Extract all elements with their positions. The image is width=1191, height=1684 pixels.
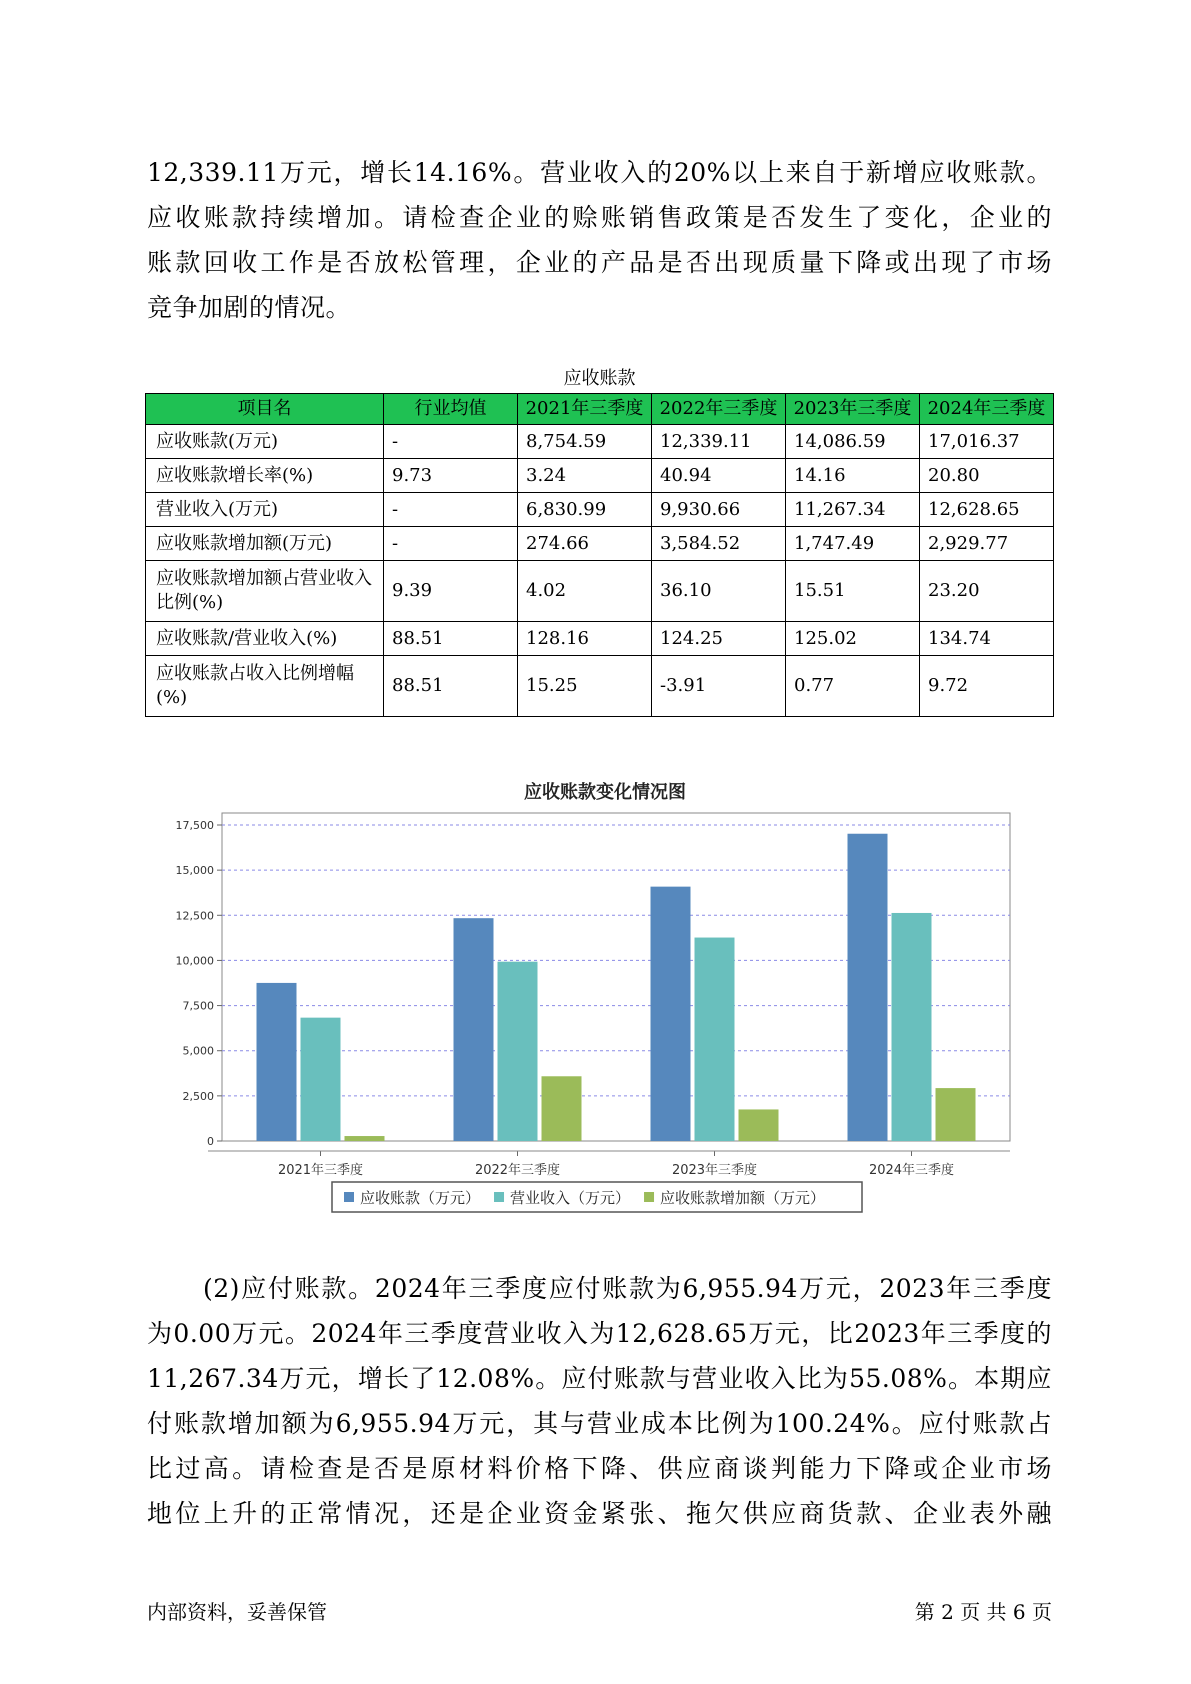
paragraph-line: 账款回收工作是否放松管理，企业的产品是否出现质量下降或出现了市场	[147, 248, 1052, 277]
legend-swatch	[494, 1192, 504, 1202]
table-cell: 23.20	[920, 561, 1054, 622]
table-header-cell: 2022年三季度	[652, 394, 786, 425]
table-cell: 134.74	[920, 622, 1054, 656]
table-row	[146, 493, 1054, 527]
bar	[301, 1018, 341, 1141]
table-cell: 128.16	[518, 622, 652, 656]
table-row-label: 应收账款增长率(%)	[146, 459, 384, 493]
table-cell: 40.94	[652, 459, 786, 493]
table-cell: -	[384, 527, 518, 561]
paragraph-receivables	[147, 150, 1052, 330]
table-cell: 14,086.59	[786, 425, 920, 459]
table-row-label: 应收账款/营业收入(%)	[146, 622, 384, 656]
table-cell: 274.66	[518, 527, 652, 561]
bar	[542, 1076, 582, 1141]
y-tick-label: 5,000	[182, 1044, 214, 1058]
x-tick-label: 2024年三季度	[868, 1163, 955, 1178]
table-header-cell: 行业均值	[384, 394, 518, 425]
table-cell: 14.16	[786, 459, 920, 493]
table-row-label: 营业收入(万元)	[146, 493, 384, 527]
paragraph-payables	[147, 1266, 1052, 1536]
bar	[454, 918, 494, 1141]
y-tick-label: 10,000	[175, 954, 214, 968]
legend-swatch	[644, 1192, 654, 1202]
table-header-cell: 2021年三季度	[518, 394, 652, 425]
table-caption: 应收账款	[563, 368, 636, 389]
y-tick-label: 7,500	[182, 999, 214, 1013]
paragraph-line: 竞争加剧的情况。	[147, 293, 352, 322]
table-cell: 9,930.66	[652, 493, 786, 527]
bar	[695, 938, 735, 1141]
chart-title: 应收账款变化情况图	[524, 782, 686, 803]
chart-canvas	[160, 778, 1050, 1223]
table-row-label: 应收账款增加额(万元)	[146, 527, 384, 561]
table-cell: 17,016.37	[920, 425, 1054, 459]
table-cell: 9.72	[920, 656, 1054, 717]
bar	[936, 1088, 976, 1141]
bar	[345, 1136, 385, 1141]
paragraph-line: 地位上升的正常情况，还是企业资金紧张、拖欠供应商货款、企业表外融	[147, 1499, 1052, 1528]
paragraph-line: 应收账款持续增加。请检查企业的赊账销售政策是否发生了变化，企业的	[147, 203, 1052, 232]
table-row	[146, 425, 1054, 459]
table-cell: 20.80	[920, 459, 1054, 493]
table-cell: 9.39	[384, 561, 518, 622]
table-row	[146, 656, 1054, 717]
table-cell: 3.24	[518, 459, 652, 493]
table-cell: 11,267.34	[786, 493, 920, 527]
table-cell: 125.02	[786, 622, 920, 656]
table-cell: 88.51	[384, 622, 518, 656]
table-cell: 9.73	[384, 459, 518, 493]
y-tick-label: 2,500	[182, 1089, 214, 1103]
paragraph-line: 12,339.11万元，增长14.16%。营业收入的20%以上来自于新增应收账款。	[147, 158, 1052, 187]
paragraph-line: 付账款增加额为6,955.94万元，其与营业成本比例为100.24%。应付账款占	[147, 1409, 1052, 1438]
table-header-cell: 项目名	[146, 394, 384, 425]
y-tick-label: 0	[207, 1135, 214, 1148]
table-row	[146, 561, 1054, 622]
table-cell: 0.77	[786, 656, 920, 717]
table-cell: -3.91	[652, 656, 786, 717]
table-cell: 12,339.11	[652, 425, 786, 459]
table-cell: 88.51	[384, 656, 518, 717]
bar	[651, 887, 691, 1141]
table-cell: 1,747.49	[786, 527, 920, 561]
x-tick-label: 2021年三季度	[277, 1163, 364, 1178]
table-row-label: 应收账款(万元)	[146, 425, 384, 459]
bar	[498, 962, 538, 1141]
table-row-label: 应收账款占收入比例增幅(%)	[146, 656, 384, 717]
paragraph-line: 11,267.34万元，增长了12.08%。应付账款与营业收入比为55.08%。本期应	[147, 1364, 1052, 1393]
table-cell: -	[384, 493, 518, 527]
table-cell: 6,830.99	[518, 493, 652, 527]
receivables-table	[145, 393, 1054, 717]
receivables-bar-chart	[160, 778, 1050, 1223]
table-header-cell: 2024年三季度	[920, 394, 1054, 425]
table-header-row	[146, 394, 1054, 425]
table-row	[146, 527, 1054, 561]
table-cell: 15.25	[518, 656, 652, 717]
table-row	[146, 622, 1054, 656]
y-tick-label: 12,500	[175, 909, 214, 923]
table-header-cell: 2023年三季度	[786, 394, 920, 425]
footer-confidential-note: 内部资料，妥善保管	[147, 1600, 327, 1624]
legend-label: 应收账款（万元）	[360, 1189, 481, 1207]
legend-label: 应收账款增加额（万元）	[660, 1189, 826, 1207]
bar	[739, 1109, 779, 1141]
bar	[848, 834, 888, 1141]
table-cell: 2,929.77	[920, 527, 1054, 561]
table-cell: -	[384, 425, 518, 459]
table-cell: 15.51	[786, 561, 920, 622]
legend-swatch	[344, 1192, 354, 1202]
footer-page-number: 第 2 页 共 6 页	[914, 1600, 1052, 1624]
table-row	[146, 459, 1054, 493]
paragraph-line: (2)应付账款。2024年三季度应付账款为6,955.94万元，2023年三季度	[203, 1274, 1052, 1303]
legend-label: 营业收入（万元）	[510, 1189, 631, 1207]
x-tick-label: 2022年三季度	[474, 1163, 561, 1178]
table-cell: 4.02	[518, 561, 652, 622]
y-tick-label: 17,500	[175, 819, 214, 832]
x-tick-label: 2023年三季度	[671, 1163, 758, 1178]
bar	[892, 913, 932, 1141]
table-cell: 124.25	[652, 622, 786, 656]
table-cell: 36.10	[652, 561, 786, 622]
table-row-label: 应收账款增加额占营业收入比例(%)	[146, 561, 384, 622]
y-tick-label: 15,000	[175, 864, 214, 878]
paragraph-line: 为0.00万元。2024年三季度营业收入为12,628.65万元，比2023年三季度的	[147, 1319, 1052, 1348]
bar	[257, 983, 297, 1141]
table-cell: 3,584.52	[652, 527, 786, 561]
table-cell: 8,754.59	[518, 425, 652, 459]
table-cell: 12,628.65	[920, 493, 1054, 527]
paragraph-line: 比过高。请检查是否是原材料价格下降、供应商谈判能力下降或企业市场	[147, 1454, 1052, 1483]
